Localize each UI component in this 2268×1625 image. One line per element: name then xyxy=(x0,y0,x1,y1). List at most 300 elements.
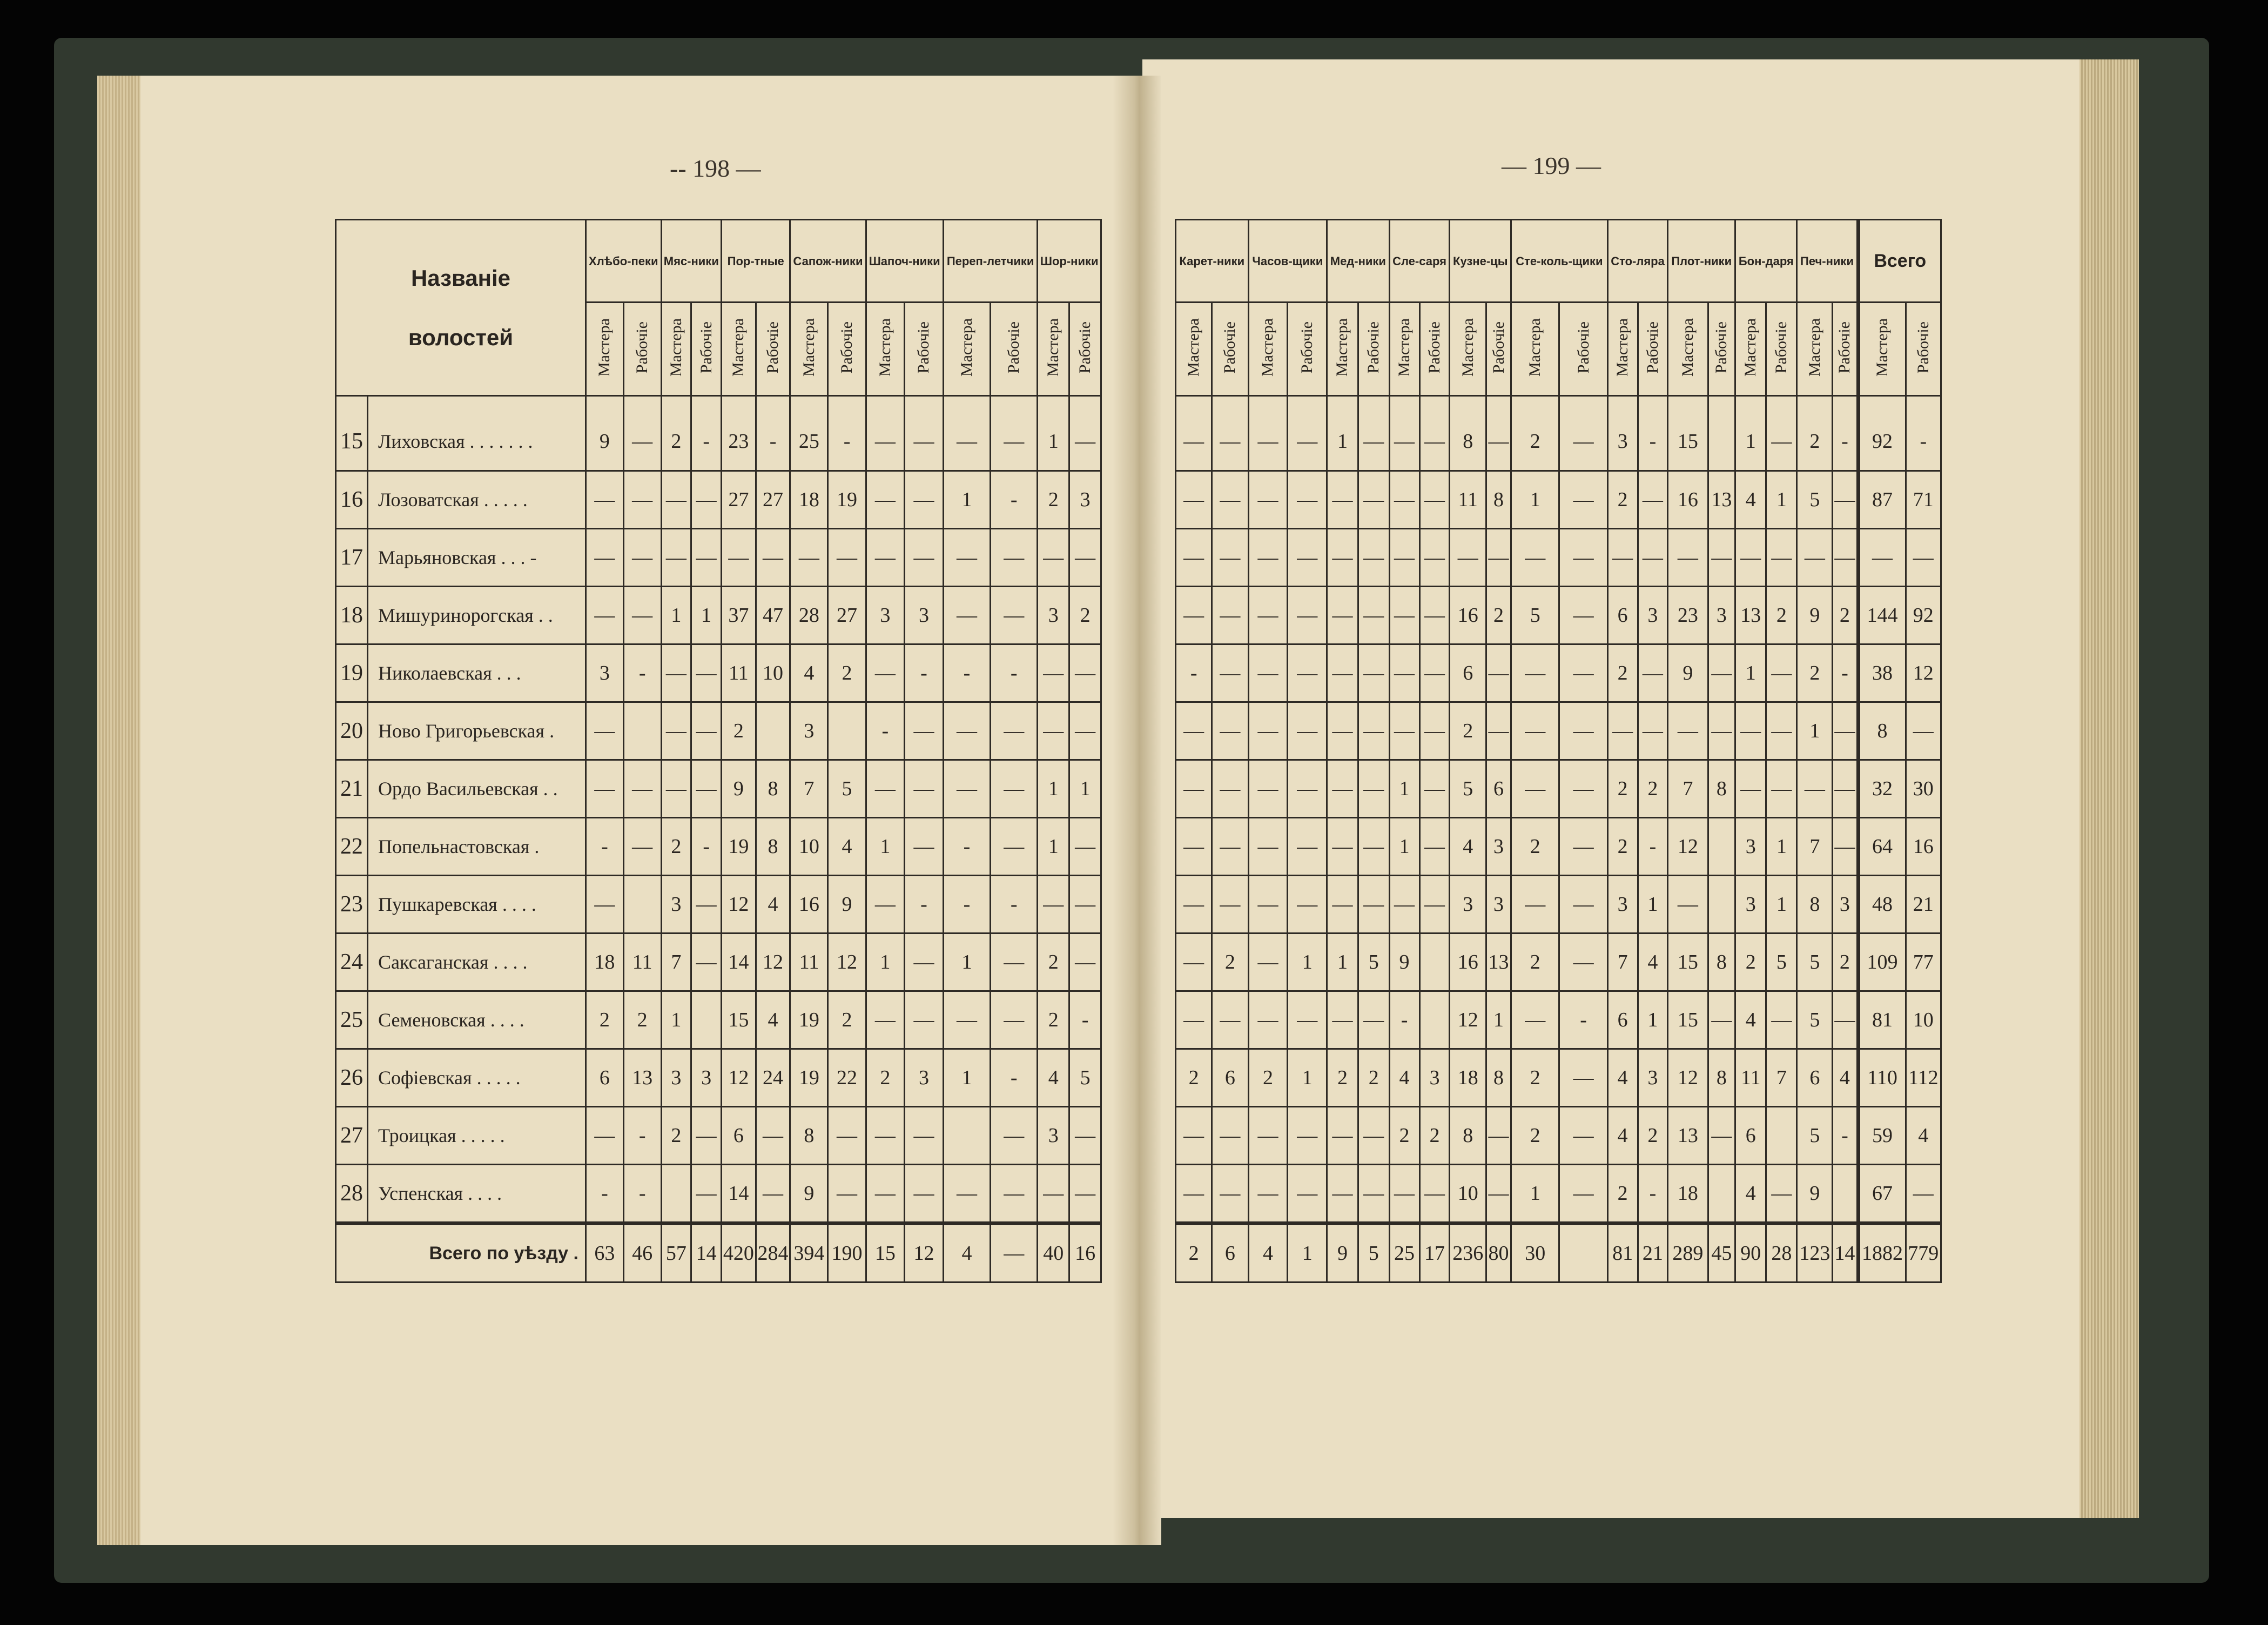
table-cell: — xyxy=(991,587,1038,644)
table-cell: 2 xyxy=(1607,1165,1638,1224)
table-cell: — xyxy=(756,529,790,587)
table-cell: — xyxy=(1735,760,1766,818)
table-cell: — xyxy=(1212,818,1248,876)
table-cell: - xyxy=(991,471,1038,529)
table-cell: - xyxy=(905,644,944,702)
table-cell: — xyxy=(1511,991,1559,1049)
table-cell: — xyxy=(1069,702,1101,760)
table-cell xyxy=(943,1107,990,1165)
table-cell xyxy=(691,991,722,1049)
table-cell: 1 xyxy=(1288,1049,1327,1107)
table-cell: — xyxy=(1419,876,1450,934)
table-cell: 8 xyxy=(1486,1049,1511,1107)
table-cell: 4 xyxy=(828,818,866,876)
table-cell: 3 xyxy=(691,1049,722,1107)
volost-name: Марьяновская . . . - xyxy=(368,529,586,587)
right-table xyxy=(1175,219,1942,1283)
sub-header xyxy=(905,303,944,396)
sub-header-label: Рабочіе xyxy=(1772,321,1791,374)
volost-name: Мишуринорогская . . xyxy=(368,587,586,644)
table-cell: 11 xyxy=(790,934,828,991)
table-cell: 2 xyxy=(1358,1049,1389,1107)
table-cell: 4 xyxy=(1389,1049,1419,1107)
group-header: Бон-даря xyxy=(1735,220,1797,303)
row-number: 24 xyxy=(336,934,368,991)
table-cell: — xyxy=(661,529,691,587)
total-group-header: Всего xyxy=(1858,220,1941,303)
table-cell: 2 xyxy=(1607,644,1638,702)
table-cell: — xyxy=(1766,644,1797,702)
table-cell: 2 xyxy=(661,818,691,876)
table-cell: 9 xyxy=(828,876,866,934)
table-cell: - xyxy=(991,644,1038,702)
table-cell: — xyxy=(1358,396,1389,471)
table-cell: — xyxy=(1212,471,1248,529)
sub-header xyxy=(1833,303,1858,396)
total-cell: 46 xyxy=(623,1224,661,1282)
table-cell: 4 xyxy=(1607,1049,1638,1107)
row-total-cell: — xyxy=(1906,702,1941,760)
table-cell: 19 xyxy=(790,1049,828,1107)
table-cell: 3 xyxy=(1735,818,1766,876)
table-cell: — xyxy=(866,1165,905,1224)
sub-header xyxy=(1069,303,1101,396)
table-cell: — xyxy=(1069,396,1101,471)
row-total-cell: 30 xyxy=(1906,760,1941,818)
sub-header-label: Мастера xyxy=(1526,318,1544,377)
group-header: Хлѣбо-пеки xyxy=(586,220,662,303)
row-number: 27 xyxy=(336,1107,368,1165)
table-cell: 5 xyxy=(1511,587,1559,644)
table-cell: 5 xyxy=(1797,934,1833,991)
table-cell: 16 xyxy=(1668,471,1708,529)
total-label: Всего по уѣзду . xyxy=(336,1224,586,1282)
group-header: Шапоч-ники xyxy=(866,220,943,303)
sub-header xyxy=(1906,303,1941,396)
table-cell: — xyxy=(1486,702,1511,760)
table-cell: 18 xyxy=(790,471,828,529)
table-cell: 6 xyxy=(586,1049,624,1107)
table-cell: — xyxy=(1486,1107,1511,1165)
table-cell: - xyxy=(1833,644,1858,702)
table-cell: — xyxy=(1176,529,1212,587)
table-cell: 3 xyxy=(905,1049,944,1107)
row-total-cell: 112 xyxy=(1906,1049,1941,1107)
table-cell: 1 xyxy=(1797,702,1833,760)
table-cell: 2 xyxy=(1766,587,1797,644)
table-cell xyxy=(1833,1165,1858,1224)
table-cell: — xyxy=(623,760,661,818)
table-cell: — xyxy=(1559,876,1607,934)
table-cell: — xyxy=(1389,529,1419,587)
table-cell: — xyxy=(1833,760,1858,818)
table-cell: — xyxy=(866,471,905,529)
sub-header xyxy=(1638,303,1668,396)
table-cell: — xyxy=(1248,818,1288,876)
table-cell: 3 xyxy=(790,702,828,760)
table-cell: — xyxy=(943,587,990,644)
table-cell: — xyxy=(1176,818,1212,876)
sub-header xyxy=(1419,303,1450,396)
row-number: 15 xyxy=(336,396,368,471)
table-cell: — xyxy=(943,1165,990,1224)
table-cell: — xyxy=(1419,471,1450,529)
table-cell: — xyxy=(1248,471,1288,529)
table-cell: — xyxy=(1708,1107,1735,1165)
table-cell: 9 xyxy=(1389,934,1419,991)
table-cell: - xyxy=(1638,818,1668,876)
table-cell: — xyxy=(1638,644,1668,702)
total-cell: 90 xyxy=(1735,1224,1766,1282)
total-cell: — xyxy=(991,1224,1038,1282)
table-cell: 3 xyxy=(1638,1049,1668,1107)
table-cell: 5 xyxy=(1358,934,1389,991)
table-cell: — xyxy=(623,529,661,587)
table-cell: — xyxy=(1419,396,1450,471)
sub-header-label: Мастера xyxy=(667,318,685,377)
sub-header xyxy=(1450,303,1486,396)
table-row xyxy=(336,1107,1101,1165)
row-total-cell: 21 xyxy=(1906,876,1941,934)
table-row xyxy=(1176,471,1941,529)
table-cell: - xyxy=(1176,644,1212,702)
table-cell: — xyxy=(586,529,624,587)
table-cell: 3 xyxy=(1638,587,1668,644)
table-cell: 16 xyxy=(790,876,828,934)
table-cell: 2 xyxy=(1327,1049,1358,1107)
row-number: 17 xyxy=(336,529,368,587)
left-page-edges xyxy=(97,76,140,1545)
table-cell: — xyxy=(1766,702,1797,760)
left-table xyxy=(335,219,1102,1283)
table-cell: 5 xyxy=(828,760,866,818)
sub-header-label: Рабочіе xyxy=(1712,321,1731,374)
row-total-cell: — xyxy=(1906,1165,1941,1224)
row-total-cell: 48 xyxy=(1858,876,1906,934)
table-cell: — xyxy=(1248,396,1288,471)
table-row xyxy=(336,702,1101,760)
group-header: Кузне-цы xyxy=(1450,220,1511,303)
sub-header xyxy=(1248,303,1288,396)
table-cell: — xyxy=(1176,876,1212,934)
table-cell: - xyxy=(943,818,990,876)
table-cell: — xyxy=(1833,471,1858,529)
table-cell: 11 xyxy=(722,644,756,702)
sub-header-label: Мастера xyxy=(799,318,818,377)
table-cell: — xyxy=(1486,644,1511,702)
volost-name: Софіевская . . . . . xyxy=(368,1049,586,1107)
table-cell: — xyxy=(586,471,624,529)
table-cell: — xyxy=(1288,1165,1327,1224)
table-cell: — xyxy=(1559,760,1607,818)
header-name-cell xyxy=(336,220,586,396)
table-cell: — xyxy=(1559,934,1607,991)
table-cell: 1 xyxy=(1511,471,1559,529)
table-cell: — xyxy=(1559,1165,1607,1224)
table-cell: 4 xyxy=(756,876,790,934)
table-cell: — xyxy=(1833,529,1858,587)
total-cell: 16 xyxy=(1069,1224,1101,1282)
table-cell: — xyxy=(1358,644,1389,702)
table-cell: 12 xyxy=(1450,991,1486,1049)
table-cell: 7 xyxy=(1797,818,1833,876)
table-cell: 5 xyxy=(1797,991,1833,1049)
table-cell: — xyxy=(1358,876,1389,934)
table-cell: 4 xyxy=(790,644,828,702)
table-cell: 10 xyxy=(756,644,790,702)
table-cell: 2 xyxy=(1511,396,1559,471)
sub-header-label: Мастера xyxy=(1044,318,1062,377)
table-cell: — xyxy=(586,702,624,760)
table-cell: — xyxy=(691,1165,722,1224)
table-cell: — xyxy=(1288,587,1327,644)
table-cell: 8 xyxy=(1486,471,1511,529)
table-cell: — xyxy=(905,760,944,818)
table-cell: 2 xyxy=(661,396,691,471)
table-cell: — xyxy=(691,471,722,529)
table-row xyxy=(336,991,1101,1049)
row-total-cell: 10 xyxy=(1906,991,1941,1049)
table-cell: 12 xyxy=(722,876,756,934)
table-cell: — xyxy=(1288,876,1327,934)
table-cell: 1 xyxy=(866,934,905,991)
table-cell: 2 xyxy=(1511,1049,1559,1107)
row-total-cell: 38 xyxy=(1858,644,1906,702)
table-cell: 6 xyxy=(1607,587,1638,644)
group-header: Сапож-ники xyxy=(790,220,866,303)
table-cell: 3 xyxy=(866,587,905,644)
table-cell: 8 xyxy=(1797,876,1833,934)
table-cell: 3 xyxy=(1607,876,1638,934)
table-cell: — xyxy=(1248,644,1288,702)
sub-header xyxy=(661,303,691,396)
table-cell: — xyxy=(1389,644,1419,702)
table-cell: — xyxy=(1559,1049,1607,1107)
sub-header-label: Рабочіе xyxy=(697,321,715,374)
total-cell: 4 xyxy=(1248,1224,1288,1282)
sub-header-label: Мастера xyxy=(1805,318,1823,377)
table-cell: — xyxy=(1766,1165,1797,1224)
table-cell: — xyxy=(1559,702,1607,760)
table-cell: 1 xyxy=(1038,818,1069,876)
sub-header xyxy=(1668,303,1708,396)
table-cell: 12 xyxy=(722,1049,756,1107)
table-cell xyxy=(623,702,661,760)
table-cell: — xyxy=(1069,1165,1101,1224)
table-cell: 13 xyxy=(623,1049,661,1107)
table-cell: — xyxy=(991,1165,1038,1224)
table-cell: — xyxy=(623,396,661,471)
table-cell: — xyxy=(1038,1165,1069,1224)
table-cell: 3 xyxy=(1450,876,1486,934)
table-cell: 23 xyxy=(722,396,756,471)
table-cell: 2 xyxy=(1511,934,1559,991)
group-header: Переп-летчики xyxy=(943,220,1038,303)
sub-header xyxy=(691,303,722,396)
table-cell: — xyxy=(1668,876,1708,934)
table-cell: - xyxy=(623,1107,661,1165)
table-cell: 2 xyxy=(1419,1107,1450,1165)
table-cell: 2 xyxy=(1797,644,1833,702)
table-cell: — xyxy=(691,702,722,760)
table-cell: 1 xyxy=(1638,876,1668,934)
table-cell: — xyxy=(1559,1107,1607,1165)
table-cell: — xyxy=(691,529,722,587)
table-cell: 1 xyxy=(1735,396,1766,471)
row-total-cell: 71 xyxy=(1906,471,1941,529)
table-cell: - xyxy=(943,644,990,702)
table-cell: 7 xyxy=(1668,760,1708,818)
sub-header-label: Рабочіе xyxy=(914,321,933,374)
table-cell: 27 xyxy=(828,587,866,644)
table-cell: — xyxy=(905,471,944,529)
table-cell: — xyxy=(1176,471,1212,529)
table-cell: 23 xyxy=(1668,587,1708,644)
table-cell: 16 xyxy=(1450,934,1486,991)
right-page-edges xyxy=(2079,59,2139,1518)
table-cell: 1 xyxy=(866,818,905,876)
sub-header-label: Мастера xyxy=(1873,318,1892,377)
table-cell: 3 xyxy=(905,587,944,644)
table-row xyxy=(336,529,1101,587)
sub-header xyxy=(1288,303,1327,396)
table-cell: — xyxy=(1212,529,1248,587)
table-cell: 9 xyxy=(1797,1165,1833,1224)
table-cell: — xyxy=(586,760,624,818)
row-total-cell: 81 xyxy=(1858,991,1906,1049)
sub-header xyxy=(1358,303,1389,396)
table-cell: — xyxy=(1288,702,1327,760)
table-cell: — xyxy=(1176,1107,1212,1165)
sub-header-label: Рабочіе xyxy=(1364,321,1383,374)
table-cell: — xyxy=(1389,1165,1419,1224)
table-cell: 6 xyxy=(1212,1049,1248,1107)
table-cell: 1 xyxy=(943,934,990,991)
volost-name: Попельнастовская . xyxy=(368,818,586,876)
table-cell: — xyxy=(1248,934,1288,991)
table-cell: — xyxy=(1833,991,1858,1049)
row-total-cell: 32 xyxy=(1858,760,1906,818)
table-cell: 2 xyxy=(1607,760,1638,818)
table-cell: — xyxy=(691,934,722,991)
table-cell: 3 xyxy=(1607,396,1638,471)
total-row xyxy=(1176,1224,1941,1282)
table-cell: — xyxy=(905,1107,944,1165)
table-cell: — xyxy=(1389,471,1419,529)
sub-header xyxy=(1559,303,1607,396)
group-header: Мед-ники xyxy=(1327,220,1389,303)
group-header: Сто-ляра xyxy=(1607,220,1668,303)
table-cell: — xyxy=(991,396,1038,471)
table-cell: — xyxy=(1212,991,1248,1049)
table-cell: — xyxy=(1389,396,1419,471)
table-cell: — xyxy=(943,760,990,818)
table-cell: 1 xyxy=(1766,818,1797,876)
table-cell: - xyxy=(991,876,1038,934)
table-cell: — xyxy=(1248,587,1288,644)
table-cell: 6 xyxy=(1735,1107,1766,1165)
table-cell: — xyxy=(1638,702,1668,760)
table-cell: — xyxy=(1559,396,1607,471)
sub-header xyxy=(756,303,790,396)
table-cell: 9 xyxy=(790,1165,828,1224)
table-cell: - xyxy=(991,1049,1038,1107)
total-cell: 420 xyxy=(722,1224,756,1282)
table-row xyxy=(1176,644,1941,702)
table-row xyxy=(1176,760,1941,818)
sub-header-label: Рабочіе xyxy=(633,321,651,374)
table-row xyxy=(336,587,1101,644)
row-number: 28 xyxy=(336,1165,368,1224)
table-cell: 1 xyxy=(1038,396,1069,471)
sub-header-label: Рабочіе xyxy=(838,321,856,374)
table-cell: 2 xyxy=(1038,991,1069,1049)
sub-header xyxy=(1176,303,1212,396)
table-cell: — xyxy=(1419,587,1450,644)
sub-header-label: Мастера xyxy=(1741,318,1760,377)
row-total-cell: 67 xyxy=(1858,1165,1906,1224)
sub-header xyxy=(1797,303,1833,396)
total-cell xyxy=(1559,1224,1607,1282)
table-cell: — xyxy=(1389,587,1419,644)
table-cell: 5 xyxy=(1797,471,1833,529)
total-cell: 12 xyxy=(905,1224,944,1282)
table-cell: 1 xyxy=(661,991,691,1049)
sub-header-label: Мастера xyxy=(1678,318,1697,377)
table-cell: — xyxy=(905,396,944,471)
group-header: Часов-щики xyxy=(1248,220,1327,303)
table-cell: — xyxy=(1288,760,1327,818)
group-header: Пор-тные xyxy=(722,220,790,303)
table-cell: — xyxy=(1248,1107,1288,1165)
table-cell: — xyxy=(905,702,944,760)
table-cell: — xyxy=(1486,1165,1511,1224)
table-cell: 8 xyxy=(1708,934,1735,991)
table-cell: — xyxy=(1288,818,1327,876)
row-number: 20 xyxy=(336,702,368,760)
table-cell: — xyxy=(991,1107,1038,1165)
table-cell: 2 xyxy=(1735,934,1766,991)
row-total-cell: 77 xyxy=(1906,934,1941,991)
table-cell: — xyxy=(1735,529,1766,587)
table-cell: 3 xyxy=(1708,587,1735,644)
table-cell: — xyxy=(1069,644,1101,702)
table-cell: 2 xyxy=(1511,818,1559,876)
table-cell: 4 xyxy=(1450,818,1486,876)
table-cell: 4 xyxy=(1607,1107,1638,1165)
row-total-cell: 87 xyxy=(1858,471,1906,529)
table-cell: — xyxy=(1288,1107,1327,1165)
table-cell: — xyxy=(1358,991,1389,1049)
table-cell: — xyxy=(991,818,1038,876)
table-cell: 9 xyxy=(722,760,756,818)
table-cell: — xyxy=(1327,876,1358,934)
table-cell: 2 xyxy=(1638,1107,1668,1165)
table-row xyxy=(336,396,1101,471)
table-cell: — xyxy=(943,396,990,471)
sub-header-label: Мастера xyxy=(729,318,748,377)
total-cell: 236 xyxy=(1450,1224,1486,1282)
table-cell: — xyxy=(1248,702,1288,760)
table-cell: - xyxy=(1389,991,1419,1049)
table-cell: 8 xyxy=(790,1107,828,1165)
total-cell: 4 xyxy=(943,1224,990,1282)
table-cell: — xyxy=(1212,1165,1248,1224)
sub-header xyxy=(866,303,905,396)
table-cell: 19 xyxy=(722,818,756,876)
table-cell: — xyxy=(1069,934,1101,991)
total-cell: 28 xyxy=(1766,1224,1797,1282)
